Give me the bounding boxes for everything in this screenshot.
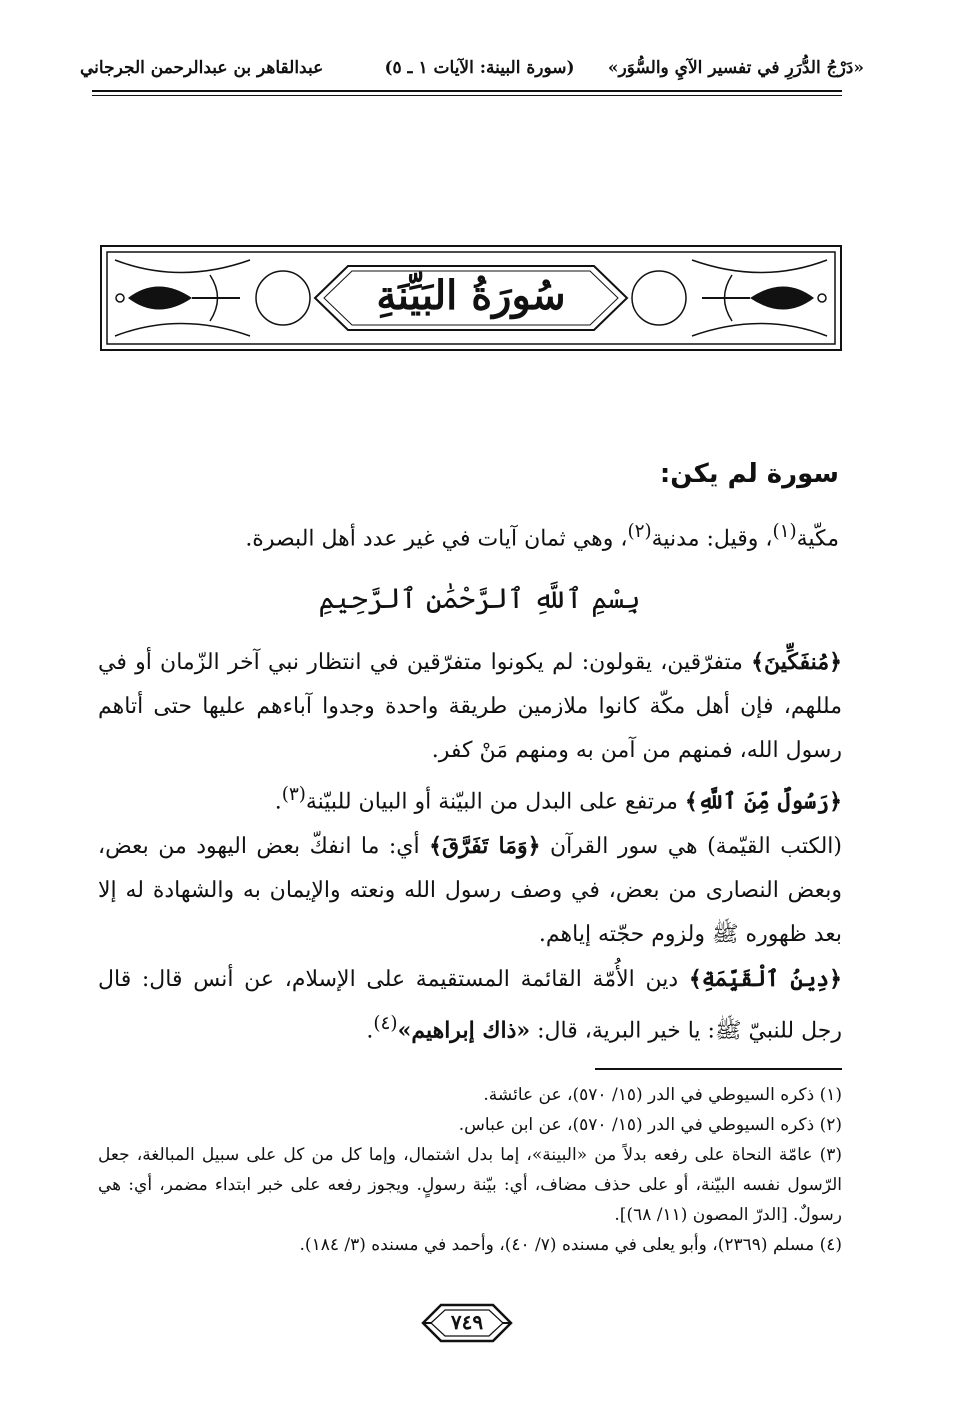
surah-title-banner [100, 245, 842, 351]
header-rule-thin [92, 95, 842, 96]
surah-heading: سورة لم يكن: [659, 459, 839, 489]
commentary-paragraph [98, 957, 842, 1053]
commentary-paragraph [98, 640, 842, 773]
footnote: (١) ذكره السيوطي في الدر (١٥/ ٥٧٠)، عن عائشة. [483, 1085, 842, 1105]
quran-quote: ﴿دِينُ ٱلْقَيِّمَةِ﴾ [688, 966, 842, 993]
footnote: (٣) عامّة النحاة على رفعه بدلاً من «البينة»، إما بدل اشتمال، وإما كل من كل على سبيل المبالغة، جعل الرّسول نفسه البيّنة، أو على حذف مضاف، أي: بيّنة رسولٍ. ويجوز رفعه على خبر ابتداء مضمر، أي: هي رسولٌ. [الدرّ المصون (١١/ ٦٨)]. [98, 1145, 842, 1225]
commentary-paragraph [98, 824, 842, 957]
intro-text: ، وهي ثمان آيات في غير عدد أهل البصرة. [245, 526, 628, 552]
header-rule [92, 90, 842, 92]
running-header-author: عبدالقاهر بن عبدالرحمن الجرجاني [80, 58, 324, 78]
paragraph-text: دين الأُمّة القائمة المستقيمة على الإسلام، عن أنس قال: قال رجل للنبيّ ﷺ: يا خير البرية، قال: [98, 967, 842, 1044]
quran-quote: ﴿مُنفَكِّينَ﴾ [751, 649, 842, 675]
hadith-quote: «ذاك إبراهيم» [397, 1017, 531, 1044]
footnote-separator [595, 1068, 842, 1070]
footnote-ref: (٣) [281, 784, 306, 805]
intro-text: ، وقيل: مدنية [651, 526, 773, 552]
page-number-ornament [419, 1297, 515, 1349]
surah-title: سُورَةُ البَيِّنَةِ [376, 272, 566, 319]
paragraph-text: . [274, 789, 282, 815]
paragraph-text: أي: ما انفكّ بعض اليهود من بعض، وبعض النصارى من بعض، في وصف رسول الله ونعته والإيمان به والشهادة له إلا بعد ظهوره ﷺ ولزوم حجّته إياهم. [98, 834, 842, 948]
footnote-ref: (٤) [373, 1013, 398, 1035]
footnote: (٢) ذكره السيوطي في الدر (١٥/ ٥٧٠)، عن ابن عباس. [458, 1115, 842, 1135]
paragraph-text: متفرّقين، يقولون: لم يكونوا متفرّقين في انتظار نبي آخر الزّمان أو في مللهم، فإن أهل مكّة كانوا ملازمين طريقة واحدة وجدوا آباءهم عليها حتى أتاهم رسول الله، فمنهم من آمن به ومنهم مَنْ كفر. [98, 650, 842, 763]
running-header-book-title: «دَرْجُ الدُّرَرِ في تفسير الآيِ والسُّوَر» [607, 58, 864, 78]
quran-quote: ﴿رَسُولٌ مِّنَ ٱللَّهِ﴾ [684, 788, 842, 815]
paragraph-text: مرتفع على البدل من البيّنة أو البيان للبيّنة [305, 789, 685, 815]
surah-intro [99, 516, 839, 555]
running-header-section: (سورة البينة: الآيات ١ ـ ٥) [384, 58, 575, 78]
basmala: بِسْمِ ٱللَّهِ ٱلرَّحْمَٰنِ ٱلرَّحِيمِ [318, 582, 641, 615]
commentary-body [98, 640, 842, 1054]
quran-quote: ﴿وَمَا تَفَرَّقَ﴾ [429, 833, 541, 860]
paragraph-text: (الكتب القيّمة) هي سور القرآن [540, 834, 843, 860]
page-number: ٧٤٩ [450, 1310, 484, 1334]
footnotes [98, 1080, 842, 1260]
footnote: (٤) مسلم (٢٣٦٩)، وأبو يعلى في مسنده (٧/ ٤٠)، وأحمد في مسنده (٣/ ١٨٤). [299, 1235, 842, 1255]
commentary-paragraph [98, 773, 842, 824]
footnote-ref: (٢) [627, 521, 652, 542]
intro-text: مكّية [796, 526, 839, 552]
paragraph-text: . [366, 1018, 374, 1044]
footnote-ref: (١) [772, 521, 797, 542]
